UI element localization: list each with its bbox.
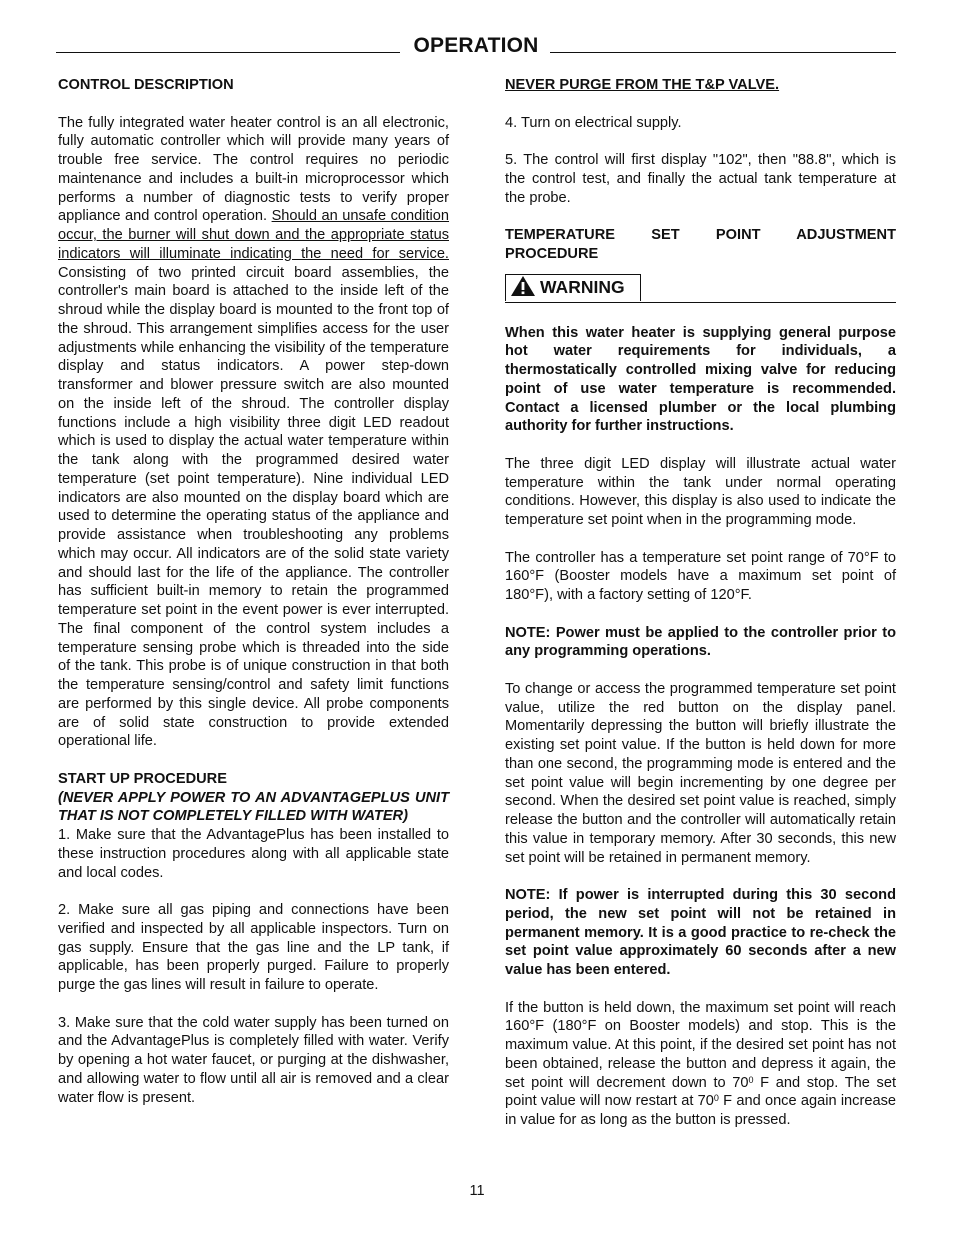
held-text-a: If the button is held down, the maximum set point will reach 160°F (180°F on Booster models) and stop. This is the maximum value. At this point, if the desired set point has not been obtained, release the button and depress it again, the set point will decrement down to 70 [505, 999, 896, 1091]
page-number: 11 [469, 1183, 485, 1199]
held-text-b: F and stop. The set point value will now restart at 70 [505, 1074, 896, 1110]
page-title: OPERATION [413, 34, 539, 57]
header-rule-right [550, 52, 896, 53]
warning-rule [505, 302, 896, 303]
startup-warning: (NEVER APPLY POWER TO AN ADVANTAGEPLUS UNIT THAT IS NOT COMPLETELY FILLED WITH WATER) [58, 789, 449, 825]
degree-sup-1: 0 [748, 1074, 754, 1085]
warning-banner [505, 274, 896, 304]
startup-heading: START UP PROCEDURE [58, 770, 227, 787]
left-column [58, 76, 449, 1126]
step-5: 5. The control will first display "102", then "88.8", which is the control test, and finally the actual tank temperature at the probe. [505, 152, 896, 206]
setpoint-range-paragraph: The controller has a temperature set point range of 70°F to 160°F (Booster models have a maximum set point of 180°F), with a factory setting of 120°F. [505, 549, 896, 603]
warning-label-box [505, 274, 641, 301]
never-purge-heading: NEVER PURGE FROM THE T&P VALVE. [505, 77, 780, 93]
page-header [56, 34, 896, 62]
button-held-paragraph [505, 999, 896, 1130]
right-column [505, 76, 896, 1149]
warning-label: WARNING [540, 277, 625, 298]
degree-sup-2: 0 [713, 1093, 719, 1104]
step-1: 1. Make sure that the AdvantagePlus has been installed to these instruction procedures along with all applicable state and local codes. [58, 827, 449, 881]
control-description-paragraph [58, 114, 449, 752]
change-setpoint-paragraph: To change or access the programmed temperature set point value, utilize the red button on the display panel. Momentarily depressing the button will briefly illustrate the existing set point value. If the button is held down for more than one second, the programming mode is entered and the set point value will begin incrementing by one degree per second. When the desired set point value is reached, simply release the button and the controller will automatically retain this value in temporary memory. After 30 seconds, this new set point will be retained in permanent memory. [505, 680, 896, 866]
warning-triangle-icon [510, 275, 540, 301]
control-description-heading: CONTROL DESCRIPTION [58, 77, 234, 93]
step-3: 3. Make sure that the cold water supply has been turned on and the AdvantagePlus is completely filled with water. Verify by opening a hot water faucet, or purging at the dishwasher, and allowing water to flow until all air is removed and a clear water flow is present. [58, 1014, 449, 1106]
control-text-underlined: Should an unsafe condition occur, the burner will shut down and the appropriate status indicators will illuminate indicating the need for service. [58, 208, 450, 262]
warning-text: When this water heater is supplying general purpose hot water requirements for individuals, a thermostatically controlled mixing valve for reducing point of use water temperature is recommended. Contact a licensed plumber or the local plumbing authority for further instructions. [505, 324, 896, 435]
note-power: NOTE: Power must be applied to the controller prior to any programming operations. [505, 624, 896, 660]
control-text-intro: The fully integrated water heater control is an all electronic, fully automatic controller which will provide many years of trouble free service. The control requires no periodic maintenance and includes a built-in microprocessor which performs a number of diagnostic tests to verify proper appliance and control operation. [58, 114, 449, 225]
setpoint-heading: TEMPERATURE SET POINT ADJUSTMENT PROCEDURE [505, 227, 896, 262]
held-text-c: F and once again increase in value for as long as the button is pressed. [505, 1093, 896, 1128]
step-2: 2. Make sure all gas piping and connections have been verified and inspected by all applicable inspectors. Turn on gas supply. Ensure that the gas line and the LP tank, if applicable, has been properly purged. Failure to properly purge the gas lines will result in failure to operate. [58, 902, 449, 993]
control-text-rest: Consisting of two printed circuit board assemblies, the controller's main board is attached to the inside left of the shroud while the display board is mounted to the front top of the shroud. This arrangement simplifies access for the user adjustments while enhancing the visibility of the temperature display and status indicators. A power step-down transformer and blower pressure switch are also mounted on the inside left of the shroud. The controller display functions include a high visibility three digit LED readout which is used to display the actual water temperature within the tank along with the programmed desired water temperature (set point temperature). Nine individual LED indicators are also mounted on the display board which are used to determine the operating status of the appliance and provide assistance when troubleshooting any problems which may occur. All indicators are of the solid state variety and should last for the life of the appliance. The controller has sufficient built-in memory to retain the programmed temperature set point in the event power is ever interrupted. The final component of the control system includes a temperature sensing probe which is threaded into the side of the tank. This probe is of unique construction in that both the temperature sensing/control and safety limit functions are performed by this single device. All probe components are of solid state construction to provide extended operational life. [58, 264, 449, 750]
led-display-paragraph: The three digit LED display will illustrate actual water temperature within the tank under normal operating conditions. However, this display is also used to indicate the temperature set point when in the programming mode. [505, 455, 896, 528]
note-interrupt: NOTE: If power is interrupted during this 30 second period, the new set point will not be retained in permanent memory. It is a good practice to re-check the set point value approximately 60 seconds after a new value has been entered. [505, 887, 896, 978]
step-4: 4. Turn on electrical supply. [505, 114, 682, 131]
